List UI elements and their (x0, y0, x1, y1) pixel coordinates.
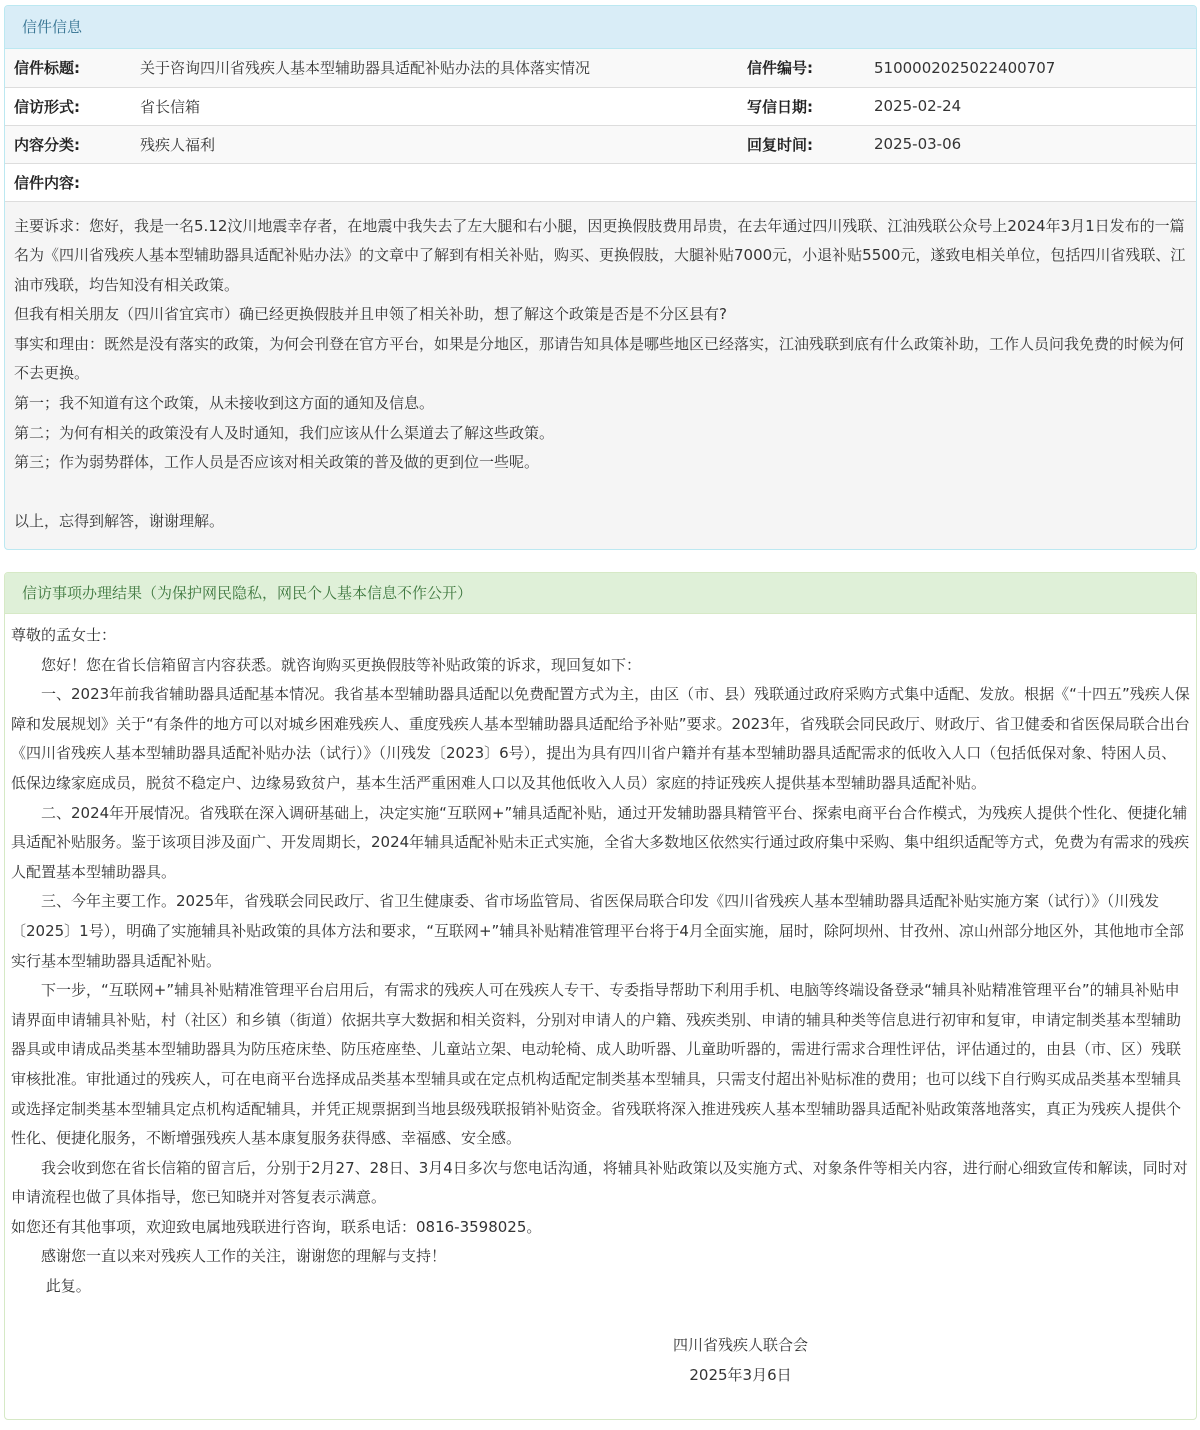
signature: 四川省残疾人联合会 (672, 1336, 808, 1355)
reply-closing: 此复。 (11, 1277, 91, 1296)
reply-paragraph: 下一步，“互联网+”辅具补贴精准管理平台启用后，有需求的残疾人可在残疾人专干、专委指导帮助下利用手机、电脑等终端设备登录“辅具补贴精准管理平台”的辅具补贴申请界面申请辅具补贴，村（社区）和乡镇（街道）依据共享大数据和相关资料，分别对申请人的户籍、残疾类别、申请的辅具种类等信息进行初审和复审，申请定制类基本型辅助器具或申请成品类基本型辅助器具为防压疮床垫、防压疮座垫、儿童站立架、电动轮椅、成人助听器、儿童助听器的，需进行需求合理性评估，评估通过的，由县（市、区）残联审核批准。审批通过的残疾人，可在电商平台选择成品类基本型辅具或在定点机构适配定制类基本型辅具，只需支付超出补贴标准的费用；也可以线下自行购买成品类基本型辅具或选择定制类基本型辅具定点机构适配辅具，并凭正规票据到当地县级残联报销补贴资金。省残联将深入推进残疾人基本型辅助器具适配补贴政策落地落实，真正为残疾人提供个性化、便捷化服务，不断增强残疾人基本康复服务获得感、幸福感、安全感。 (11, 981, 1182, 1148)
letter-paragraph: 但我有相关朋友（四川省宜宾市）确已经更换假肢并且申领了相关补助，想了解这个政策是否是不分区县有? (14, 305, 727, 324)
letter-info-panel (4, 5, 1197, 550)
reply-paragraph: 您好！您在省长信箱留言内容获悉。就咨询购买更换假肢等补贴政策的诉求，现回复如下： (11, 655, 642, 674)
signature-date: 2025年3月6日 (689, 1365, 792, 1384)
info-row-form (5, 87, 1196, 125)
letter-paragraph: 第三；作为弱势群体，工作人员是否应该对相关政策的普及做的更到位一些呢。 (14, 453, 540, 472)
letter-number-label: 信件编号: (738, 49, 865, 87)
info-row-content-label (5, 163, 1196, 201)
petition-form-label: 信访形式: (5, 87, 131, 125)
reply-paragraph: 如您还有其他事项，欢迎致电属地残联进行咨询，联系电话：0816-3598025。 (11, 1217, 542, 1236)
write-date-value: 2025-02-24 (865, 87, 1196, 125)
letter-paragraph: 第二；为何有相关的政策没有人及时通知，我们应该从什么渠道去了解这些政策。 (14, 423, 555, 442)
result-heading: 信访事项办理结果（为保护网民隐私，网民个人基本信息不作公开） (5, 573, 1196, 614)
letter-paragraph: 主要诉求：您好，我是一名5.12汶川地震幸存者，在地震中我失去了左大腿和右小腿，因更换假肢费用昂贵，在去年通过四川残联、江油残联公众号上2024年3月1日发布的一篇名为《四川省残疾人基本型辅助器具适配补贴办法》的文章中了解到有相关补贴，购买、更换假肢，大腿补贴7000元，小退补贴5500元，遂致电相关单位，包括四川省残联、江油市残联，均告知没有相关政策。 (14, 216, 1186, 294)
reply-content (5, 614, 1196, 1390)
petition-form-value: 省长信箱 (131, 87, 738, 125)
letter-content-label: 信件内容: (5, 163, 131, 201)
reply-greeting: 尊敬的孟女士： (11, 626, 117, 644)
reply-time-label: 回复时间: (738, 125, 865, 163)
letter-title-value: 关于咨询四川省残疾人基本型辅助器具适配补贴办法的具体落实情况 (131, 49, 738, 87)
letter-title-label: 信件标题: (5, 49, 131, 87)
letter-paragraph: 事实和理由：既然是没有落实的政策，为何会刊登在官方平台，如果是分地区，那请告知具体是哪些地区已经落实，江油残联到底有什么政策补助，工作人员问我免费的时候为何不去更换。 (14, 334, 1185, 383)
reply-paragraph: 我会收到您在省长信箱的留言后，分别于2月27、28日、3月4日多次与您电话沟通，将辅具补贴政策以及实施方式、对象条件等相关内容，进行耐心细致宣传和解读，同时对申请流程也做了具体指导，您已知晓并对答复表示满意。 (11, 1158, 1188, 1207)
letter-paragraph: 以上，忘得到解答，谢谢理解。 (14, 512, 225, 531)
letter-info-heading: 信件信息 (5, 6, 1196, 49)
result-panel (4, 572, 1197, 1420)
write-date-label: 写信日期: (738, 87, 865, 125)
letter-content (5, 202, 1196, 538)
reply-paragraph: 三、今年主要工作。2025年，省残联会同民政厅、省卫生健康委、省市场监管局、省医保局联合印发《四川省残疾人基本型辅助器具适配补贴实施方案（试行）》（川残发〔2025〕1号），明确了实施辅具补贴政策的具体方法和要求，“互联网+”辅具补贴精准管理平台将于4月全面实施，届时，除阿坝州、甘孜州、凉山州部分地区外，其他地市全部实行基本型辅助器具适配补贴。 (11, 892, 1184, 970)
content-category-value: 残疾人福利 (131, 125, 738, 163)
info-row-category (5, 125, 1196, 163)
reply-paragraph: 二、2024年开展情况。省残联在深入调研基础上，决定实施“互联网+”辅具适配补贴，通过开发辅助器具精管平台、探索电商平台合作模式，为残疾人提供个性化、便捷化辅具适配补贴服务。鉴于该项目涉及面广、开发周期长，2024年辅具适配补贴未正式实施，全省大多数地区依然实行通过政府集中采购、集中组织适配等方式，免费为有需求的残疾人配置基本型辅助器具。 (11, 803, 1190, 881)
letter-paragraph (14, 478, 1187, 508)
content-category-label: 内容分类: (5, 125, 131, 163)
reply-paragraph: 感谢您一直以来对残疾人工作的关注，谢谢您的理解与支持！ (11, 1247, 447, 1266)
letter-number-value: 5100002025022400707 (865, 49, 1196, 87)
info-row-title (5, 49, 1196, 87)
reply-time-value: 2025-03-06 (865, 125, 1196, 163)
letter-paragraph: 第一；我不知道有这个政策，从未接收到这方面的通知及信息。 (14, 394, 435, 413)
reply-paragraph: 一、2023年前我省辅助器具适配基本情况。我省基本型辅助器具适配以免费配置方式为主，由区（市、县）残联通过政府采购方式集中适配、发放。根据《“十四五”残疾人保障和发展规划》关于“有条件的地方可以对城乡困难残疾人、重度残疾人基本型辅助器具适配给予补贴”要求。2023年，省残联会同民政厅、财政厅、省卫健委和省医保局联合出台《四川省残疾人基本型辅助器具适配补贴办法（试行）》（川残发〔2023〕6号），提出为具有四川省户籍并有基本型辅助器具适配需求的低收入人口（包括低保对象、特困人员、低保边缘家庭成员，脱贫不稳定户、边缘易致贫户，基本生活严重困难人口以及其他低收入人员）家庭的持证残疾人提供基本型辅助器具适配补贴。 (11, 685, 1190, 792)
letter-info-table (5, 49, 1196, 202)
